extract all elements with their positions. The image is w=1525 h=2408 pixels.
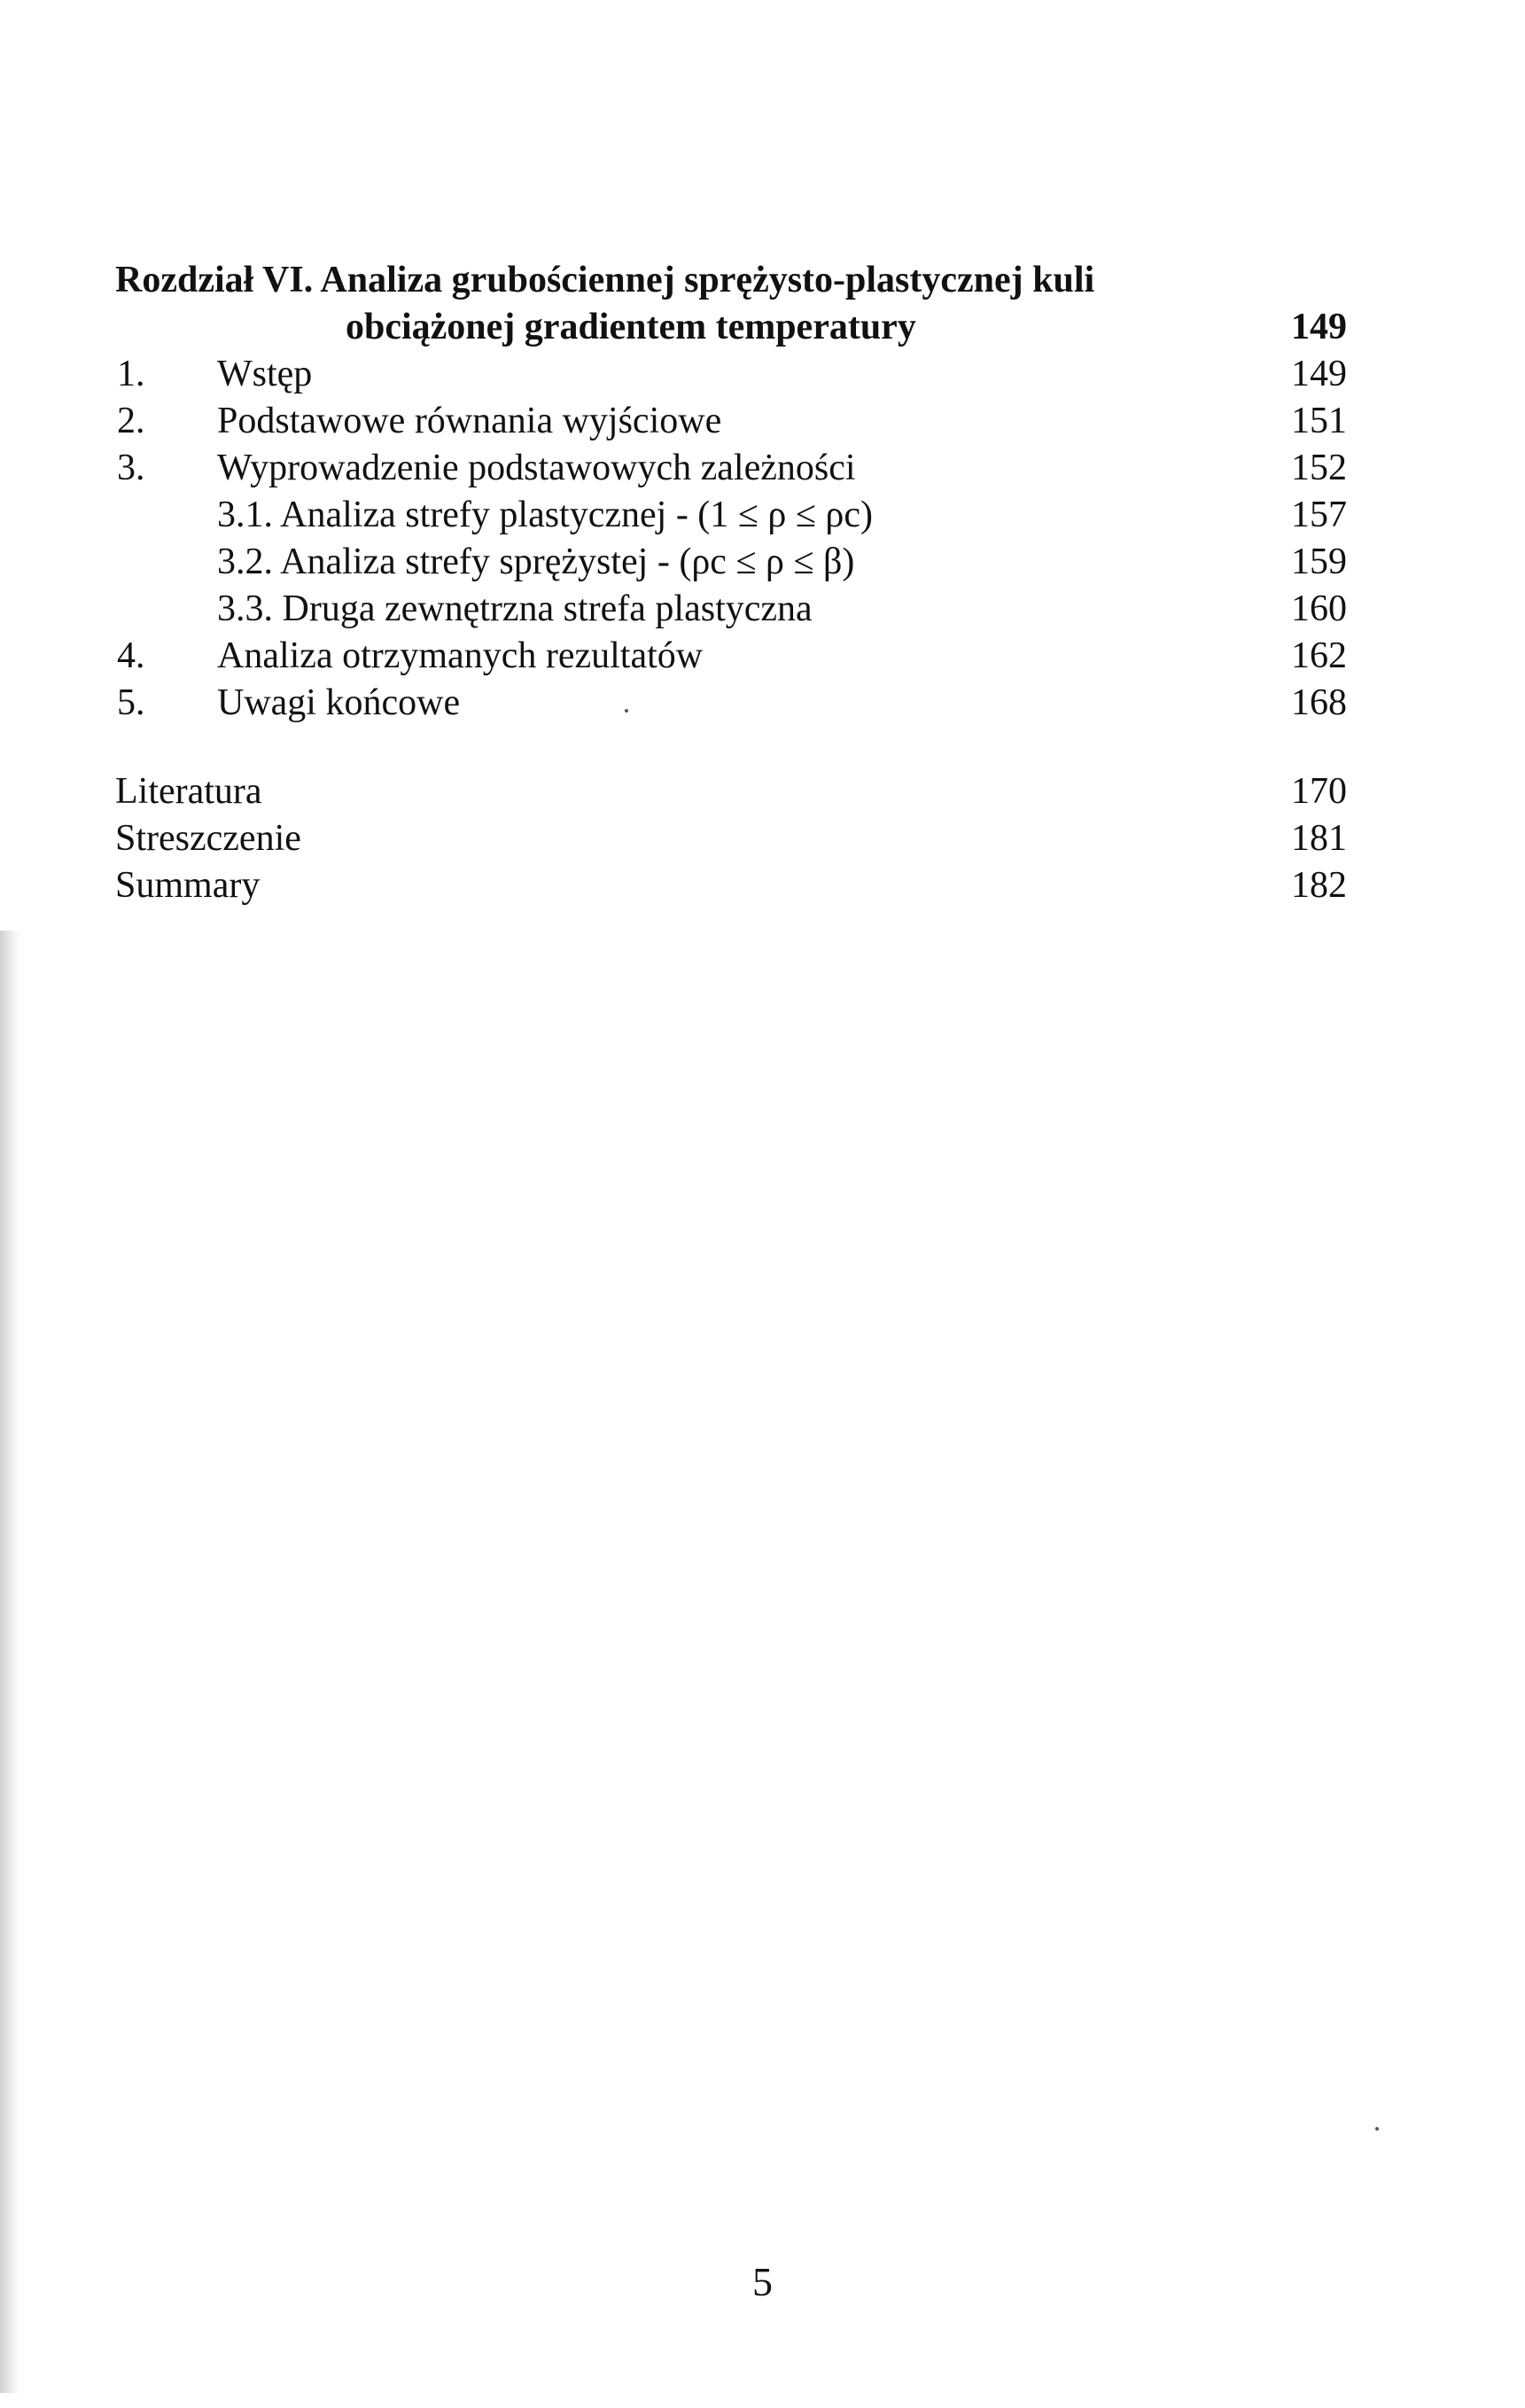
back-matter-label: Summary [115, 865, 261, 906]
toc-item-page: 168 [1291, 682, 1347, 723]
toc-item-label: 3.1. Analiza strefy plastycznej - (1 ≤ ρ ≤ ρc) [217, 495, 873, 535]
toc-subitem-3-2 [115, 539, 1347, 586]
toc-item-number: 4. [117, 635, 145, 676]
chapter-title-line-2: obciążonej gradientem temperatury [346, 307, 916, 347]
toc-item-label: Podstawowe równania wyjściowe [217, 401, 722, 441]
scan-speck [1375, 2127, 1379, 2131]
chapter-title-line-1: Rozdział VI. Analiza grubościennej sprężysto-plastycznej kuli [115, 260, 1095, 300]
scan-speck [625, 709, 628, 713]
back-matter-literatura [115, 768, 1347, 815]
chapter-heading [115, 257, 1347, 351]
chapter-title-row-1 [115, 257, 1347, 304]
toc-item-label: Uwagi końcowe [217, 682, 461, 723]
toc-item-4 [115, 633, 1347, 680]
back-matter-summary [115, 862, 1347, 909]
toc-item-1 [115, 351, 1347, 398]
back-matter-page: 170 [1291, 771, 1347, 812]
page-number: 5 [752, 2259, 773, 2304]
toc-item-label: Analiza otrzymanych rezultatów [217, 635, 704, 676]
scan-shadow [0, 931, 25, 2393]
toc-item-label: 3.3. Druga zewnętrzna strefa plastyczna [217, 588, 813, 629]
toc-subitem-3-3 [115, 586, 1347, 633]
toc-item-number: 1. [117, 354, 145, 394]
toc-item-page: 149 [1291, 354, 1347, 394]
toc-item-page: 152 [1291, 448, 1347, 488]
back-matter-page: 181 [1291, 818, 1347, 859]
toc-item-page: 162 [1291, 635, 1347, 676]
toc-item-number: 2. [117, 401, 145, 441]
toc-item-label: Wyprowadzenie podstawowych zależności [217, 448, 856, 488]
toc-item-3 [115, 445, 1347, 492]
back-matter-label: Literatura [115, 771, 262, 812]
toc-item-label: Wstęp [217, 354, 313, 394]
toc-item-label: 3.2. Analiza strefy sprężystej - (ρc ≤ ρ ≤ β) [217, 542, 855, 582]
toc-item-5 [115, 680, 1347, 727]
back-matter-label: Streszczenie [115, 818, 301, 859]
back-matter-streszczenie [115, 815, 1347, 862]
toc-item-page: 160 [1291, 588, 1347, 629]
back-matter-page: 182 [1291, 865, 1347, 906]
toc-item-page: 157 [1291, 495, 1347, 535]
chapter-title-row-2 [115, 304, 1347, 351]
toc-item-number: 3. [117, 448, 145, 488]
table-of-contents [115, 257, 1347, 909]
section-gap [115, 727, 1347, 768]
chapter-page-number: 149 [1291, 307, 1347, 347]
toc-item-2 [115, 398, 1347, 445]
toc-subitem-3-1 [115, 492, 1347, 539]
toc-item-number: 5. [117, 682, 145, 723]
toc-item-page: 159 [1291, 542, 1347, 582]
toc-item-page: 151 [1291, 401, 1347, 441]
